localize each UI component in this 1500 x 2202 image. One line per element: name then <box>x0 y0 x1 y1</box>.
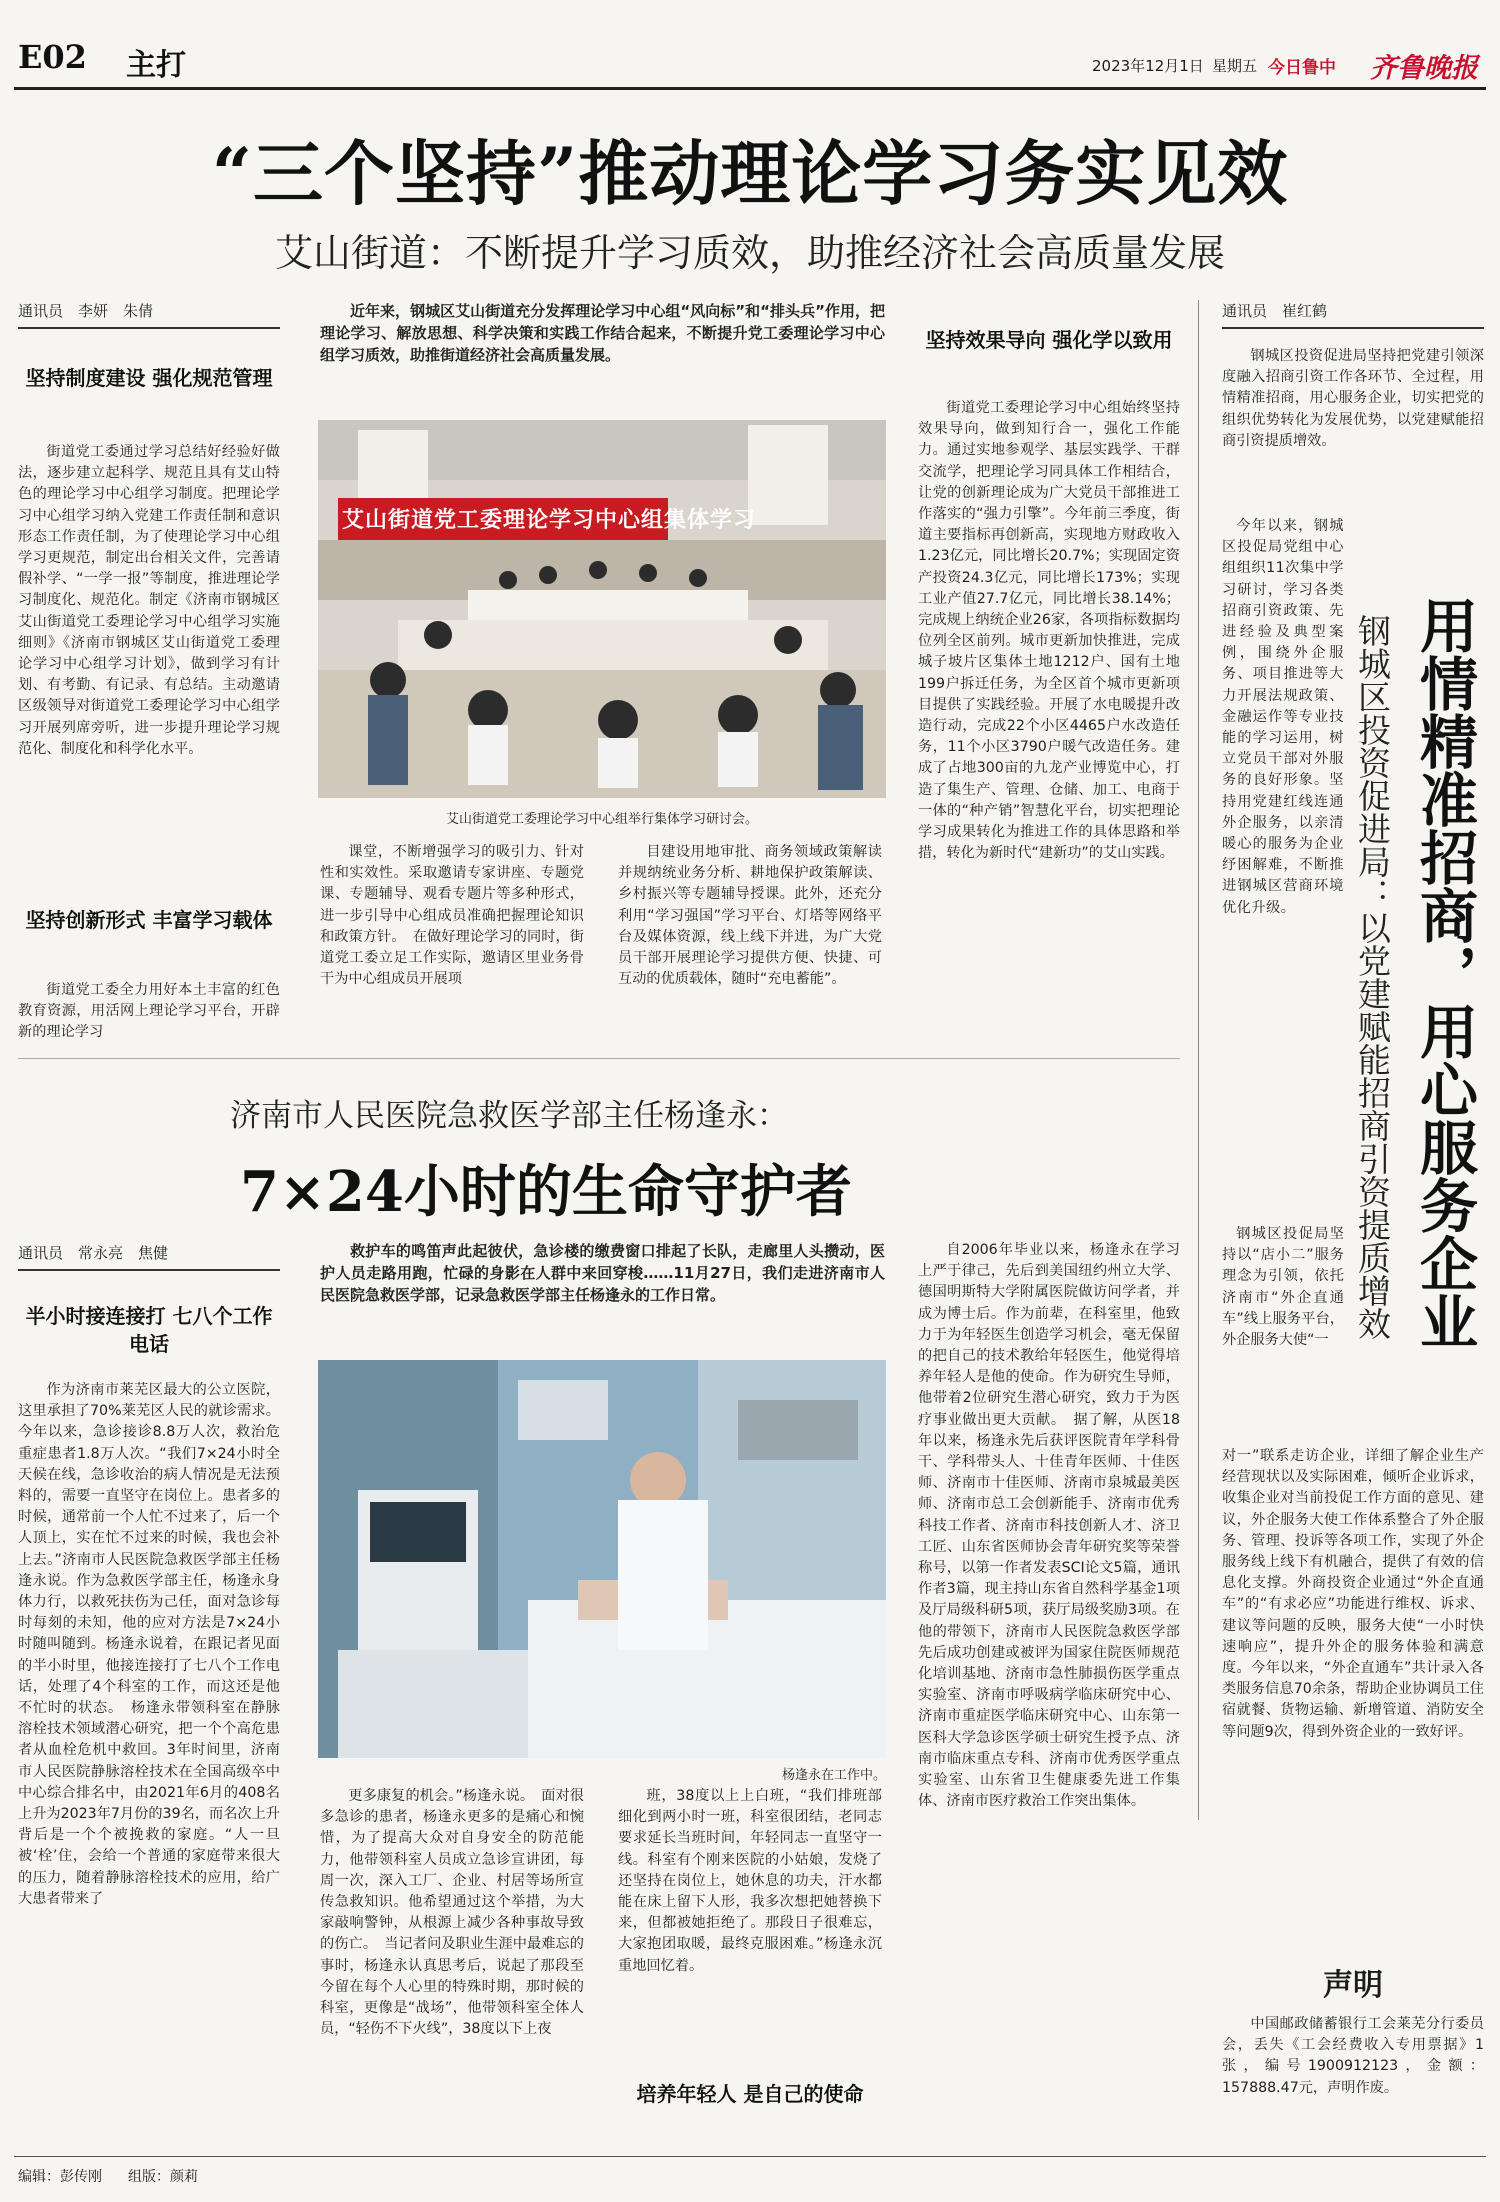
article1-subhead-2: 坚持创新形式 丰富学习载体 <box>25 908 273 932</box>
article2-top-rule <box>18 1058 1180 1059</box>
doctor-photo-caption: 杨逢永在工作中。 <box>781 1768 886 1783</box>
column-name: 今日鲁中 <box>1268 58 1336 78</box>
article3-subtitle: 钢城区投资促进局：以党建赋能招商引资提质增效 <box>1353 614 1392 1340</box>
doctor-photo <box>318 1360 886 1758</box>
section-name: 主打 <box>126 48 186 83</box>
article2-lead: 救护车的鸣笛声此起彼伏，急诊楼的缴费窗口排起了长队，走廊里人头攒动，医护人员走路用跑，忙碌的身影在人群中来回穿梭……11月27日，我们走进济南市人民医院急救医学部，记录急救医学部主任杨逢永的工作日常。 <box>320 1242 885 1304</box>
article2-col2-text: 更多康复的机会。”杨逢永说。 面对很多急诊的患者，杨逢永更多的是痛心和惋惜，为了提高大众对自身安全的防范能力，他带领科室人员成立急诊宣讲团，每周一次，深入工厂、企业、村居等场所宣传急救知识。他希望通过这个举措，为大家敲响警钟，从根源上减少各种事故导致的伤亡。 当记者问及职业生涯中最难忘的事时，杨逢永认真思考后，说起了那段至今留在每个人心里的特殊时期，那时候的科室，更像是“战场”，他带领科室全体人员，“轻伤不下火线”，38度以下上夜 <box>320 1788 584 2038</box>
notice-title: 声明 <box>1323 1968 1383 2003</box>
issue-weekday: 星期五 <box>1212 57 1258 75</box>
article1-lead: 近年来，钢城区艾山街道充分发挥理论学习中心组“风向标”和“排头兵”作用，把理论学习、解放思想、科学决策和实践工作结合起来，不断提升党工委理论学习中心组学习质效，助推街道经济社会高质量发展。 <box>320 302 885 364</box>
meeting-photo-caption: 艾山街道党工委理论学习中心组举行集体学习研讨会。 <box>445 812 758 827</box>
footer-editor: 编辑：彭传刚 <box>18 2169 102 2185</box>
meeting-photo <box>318 420 886 798</box>
header-rule <box>14 87 1486 90</box>
page-number: E02 <box>18 38 87 76</box>
masthead-logo: 齐鲁晚报 <box>1370 53 1478 84</box>
article2-col3-text: 班，38度以上上白班，“我们排班部细化到两小时一班，科室很团结，老同志要求延长当班时间，年轻同志一直坚守一线。科室有个刚来医院的小姑娘，发烧了还坚持在岗位上，她休息的功夫，汗水都能在床上留下人形，我多次想把她替换下来，但都被她拒绝了。那段日子很难忘，大家抱团取暖，最终克服困难。”杨逢永沉重地回忆着。 <box>618 1788 882 1974</box>
article1-col4-text: 街道党工委理论学习中心组始终坚持效果导向，做到知行合一，强化工作能力。通过实地参观学、基层实践学、干群交流学，把理论学习同具体工作相结合，让党的创新理论成为广大党员干部推进工作落实的“强力引擎”。今年前三季度，街道主要指标再创新高，实现地方财政收入1.23亿元，同比增长20.7%；实现固定资产投资24.3亿元，同比增长173%；实现工业产值27.7亿元，同比增长38.14%；完成规上纳统企业26家，各项指标数据均位列全区前列。城市更新加快推进，完成城子坡片区集体土地1212户、国有土地199户拆迁任务，为全区首个城市更新项目提供了实践经验。开展了水电暖提升改造行动，完成22个小区4465户水改造任务，11个小区3790户暖气改造任务。建成了占地300亩的九龙产业博览中心，打造了集生产、管理、仓储、加工、电商于一体的“种产销”智慧化平台，切实把理论学习成果转化为推进工作的具体思路和举措，转化为新时代“建新功”的艾山实践。 <box>918 400 1180 862</box>
footer-layout: 组版：颜莉 <box>128 2169 198 2185</box>
article3-p4: 对一”联系走访企业，详细了解企业生产经营现状以及实际困难，倾听企业诉求，收集企业对当前投促工作方面的意见、建议，外企服务大使工作体系整合了外企服务、管理、投诉等各项工作，实现了外企服务线上线下有机融合，提供了有效的信息化支撑。外商投资企业通过“外企直通车”的“有求必应”功能进行维权、诉求、建议等问题的反映，服务大使“一小时快速响应”，提升外企的服务体验和满意度。今年以来，“外企直通车”共计录入各类服务信息70余条，帮助企业协调员工住宿就餐、货物运输、新增管道、消防安全等问题9次，得到外资企业的一致好评。 <box>1222 1448 1484 1740</box>
article1-subtitle: 艾山街道：不断提升学习质效，助推经济社会高质量发展 <box>274 231 1225 275</box>
article2-col1-text: 作为济南市莱芜区最大的公立医院，这里承担了70%莱芜区人民的就诊需求。今年以来，急诊接诊8.8万人次，救治危重症患者1.8万人次。“我们7×24小时全天候在线，急诊收治的病人情况是无法预料的，需要一直坚守在岗位上。患者多的时候，通常前一个人忙不过来了，后一个人顶上，实在忙不过来的时候，我也会补上去。”济南市人民医院急救医学部主任杨逢永说。作为急救医学部主任，杨逢永身体力行，以救死扶伤为己任，面对急诊每时每刻的未知，他的应对方法是7×24小时随叫随到。杨逢永说着，在跟记者见面的半小时里，他接连接打了七八个工作电话，处理了4个科室的工作，而这还是他不忙时的状态。 杨逢永带领科室在静脉溶栓技术领域潜心研究，把一个个高危患者从血栓危机中救回。3年时间里，济南市人民医院静脉溶栓技术在全国高级卒中中心综合排名中，由2021年6月的408名上升为2023年7月份的39名，而名次上升背后是一个个被挽救的家庭。“人一旦被‘栓’住，会给一个普通的家庭带来很大的压力，随着静脉溶栓技术的应用，给广大患者带来了 <box>18 1382 280 1907</box>
article3-byline: 通讯员 崔红鹤 <box>1222 300 1484 329</box>
article1-subhead-3: 坚持效果导向 强化学以致用 <box>925 328 1173 352</box>
article2-byline: 通讯员 常永亮 焦健 <box>18 1242 280 1271</box>
article1-col2-text: 课堂，不断增强学习的吸引力、针对性和实效性。采取邀请专家讲座、专题党课、专题辅导、观看专题片等多种形式，进一步引导中心组成员准确把握理论知识和政策方针。 在做好理论学习的同时，街道党工委立足工作实际，邀请区里业务骨干为中心组成员开展项 <box>320 844 584 988</box>
article1-col1-cont: 街道党工委全力用好本土丰富的红色教育资源，用活网上理论学习平台，开辟新的理论学习 <box>18 982 280 1041</box>
article2-subhead-2: 培养年轻人 是自己的使命 <box>636 2082 864 2106</box>
issue-date: 2023年12月1日 <box>1092 57 1204 75</box>
article1-col1-text: 街道党工委通过学习总结好经验好做法，逐步建立起科学、规范且具有艾山特色的理论学习中心组学习制度。把理论学习中心组学习纳入党建工作责任制和意识形态工作责任制，为了使理论学习中心组学习更规范，制定出台相关文件，完善请假补学、“一学一报”等制度，推进理论学习制度化、规范化。制定《济南市钢城区艾山街道党工委理论学习中心组学习实施细则》《济南市钢城区艾山街道党工委理论学习中心组学习计划》，做到学习有计划、有考勤、有记录、有总结。主动邀请区级领导对街道党工委理论学习中心组学习开展列席旁听，进一步提升理论学习规范化、制度化和科学化水平。 <box>18 444 280 757</box>
article1-byline: 通讯员 李妍 朱倩 <box>18 300 280 329</box>
notice-text: 中国邮政储蓄银行工会莱芜分行委员会，丢失《工会经费收入专用票据》1张，编号1900912123，金额：157888.47元，声明作废。 <box>1222 2016 1484 2096</box>
article2-title: 7×24小时的生命守护者 <box>240 1159 852 1225</box>
article1-title: “三个坚持”推动理论学习务实见效 <box>211 132 1289 215</box>
article2-kicker: 济南市人民医院急救医学部主任杨逢永： <box>230 1098 788 1134</box>
article2-col4-text: 自2006年毕业以来，杨逢永在学习上严于律己，先后到美国纽约州立大学、德国明斯特大学附属医院做访问学者，并成为博士后。作为前辈，在科室里，他致力于为年轻医生创造学习机会，毫无保留的把自己的技术教给年轻医生，他觉得培养年轻人是他的使命。作为研究生导师，他带着2位研究生潜心研究，致力于为医疗事业做出更大贡献。 据了解，从医18年以来，杨逢永先后获评医院青年学科骨干、学科带头人、十佳青年医师、十佳医师、济南市十佳医师、济南市泉城最美医师、济南市总工会创新能手、济南市优秀科技工作者、济南市科技创新人才、济卫工匠、山东省医师协会青年研究奖等荣誉称号，以第一作者发表SCI论文5篇，通讯作者3篇，现主持山东省自然科学基金1项及厅局级科研5项，获厅局级奖励3项。在他的带领下，济南市人民医院急救医学部先后成功创建或被评为国家住院医师规范化培训基地、济南市急性肺损伤医学重点实验室、济南市呼吸病学临床研究中心、济南市重症医学临床研究中心、山东第一医科大学急诊医学硕士研究生授予点、济南市临床重点专科、济南市优秀医学重点实验室、山东省卫生健康委先进工作集体、济南市医疗救治工作突出集体。 <box>918 1242 1180 1810</box>
article1-subhead-1: 坚持制度建设 强化规范管理 <box>25 366 273 390</box>
article3-title: 用情精准招商，用心服务企业 <box>1410 596 1478 1350</box>
divider <box>1198 300 1199 1820</box>
article1-col3-text: 目建设用地审批、商务领域政策解读并规纳统业务分析、耕地保护政策解读、乡村振兴等专题辅导授课。此外，还充分利用“学习强国”学习平台、灯塔等网络平台及媒体资源，线上线下并进，为广大党员干部开展理论学习提供方便、快捷、可互动的优质载体，随时“充电蓄能”。 <box>618 844 882 988</box>
article3-p3: 钢城区投促局坚持以“店小二”服务理念为引领，依托济南市“外企直通车”线上服务平台，外企服务大使“一 <box>1222 1226 1344 1349</box>
article3-p2: 今年以来，钢城区投促局党组中心组组织11次集中学习研讨，学习各类招商引资政策、先进经验及典型案例，围绕外企服务、项目推进等大力开展法规政策、金融运作等专业技能的学习运用，树立党员干部对外服务的良好形象。坚持用党建红线连通外企服务，以亲清暖心的服务为企业纾困解难，不断推进钢城区营商环境优化升级。 <box>1222 518 1344 916</box>
article3-p1: 钢城区投资促进局坚持把党建引领深度融入招商引资工作各环节、全过程，用情精准招商，用心服务企业，切实把党的组织优势转化为发展优势，以党建赋能招商引资提质增效。 <box>1222 348 1484 449</box>
footer-rule <box>14 2156 1486 2157</box>
article2-subhead-1: 半小时接连接打 七八个工作电话 <box>25 1304 273 1356</box>
meeting-banner-text: 艾山街道党工委理论学习中心组集体学习 <box>342 508 757 533</box>
